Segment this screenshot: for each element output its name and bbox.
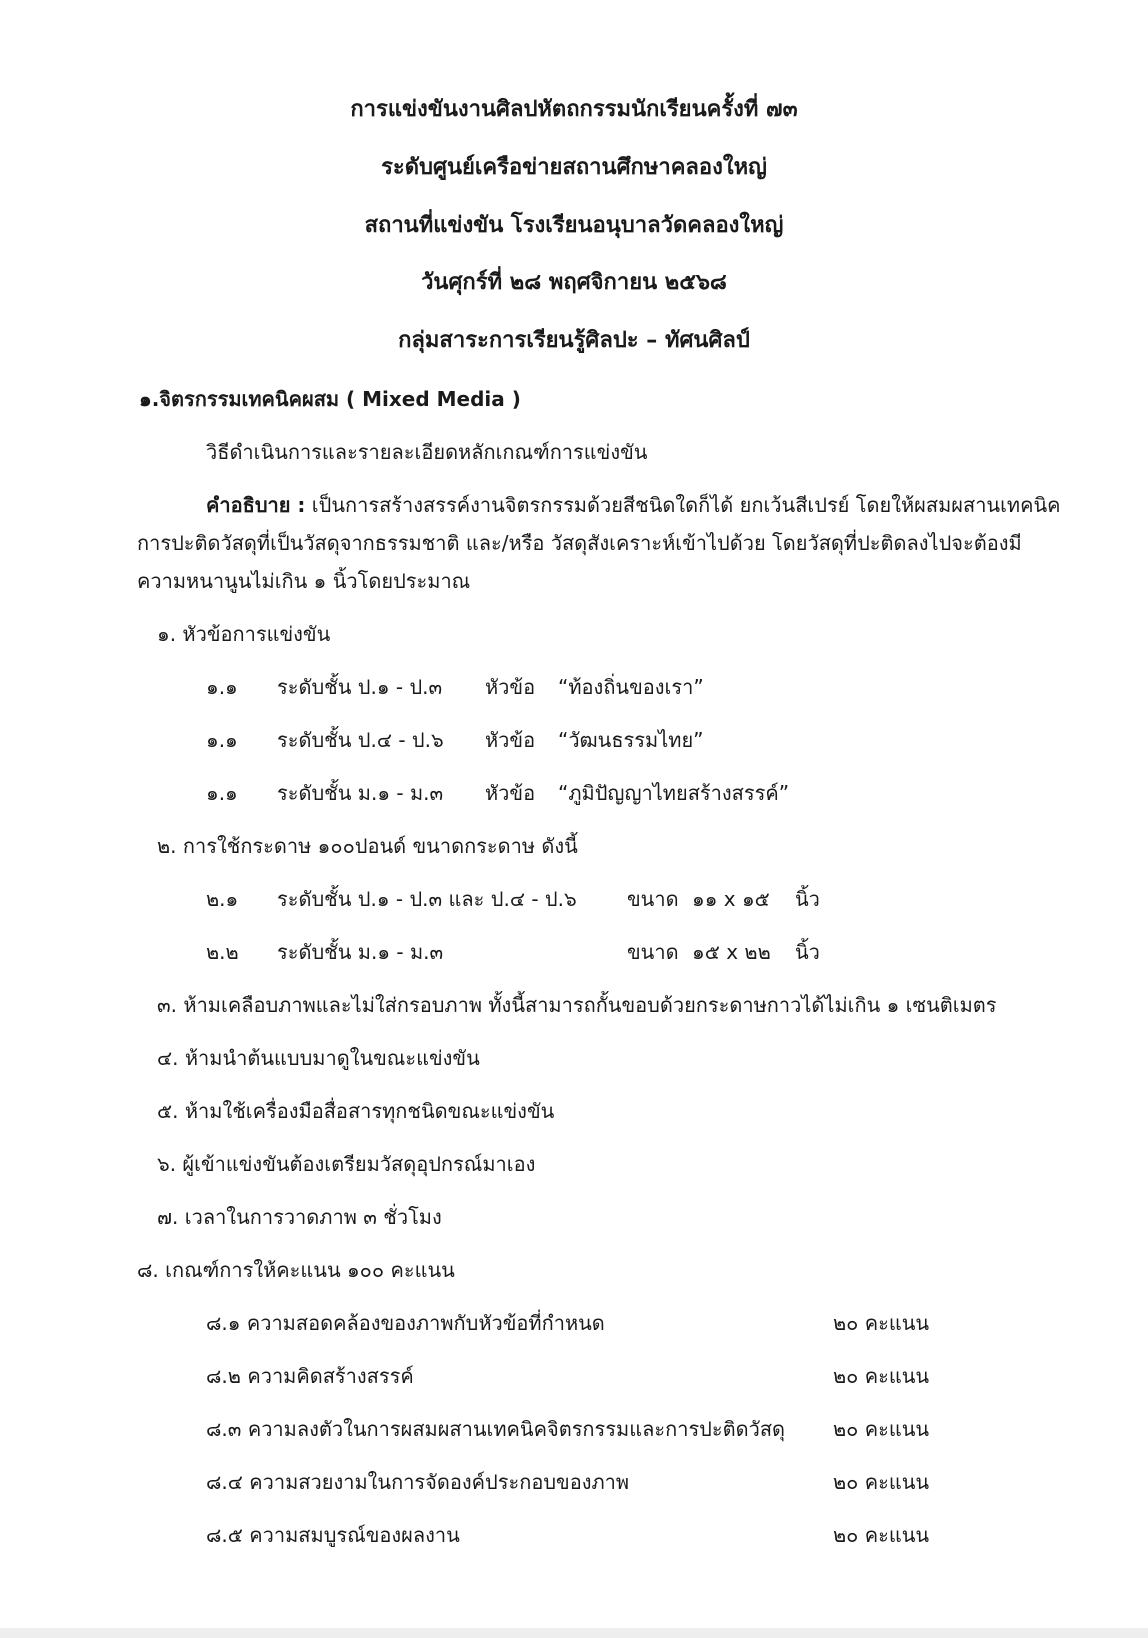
criteria-label: ๘.๑ ความสอดคล้องของภาพกับหัวข้อที่กำหนด	[206, 1311, 605, 1335]
criteria-score: ๒๐ คะแนน	[833, 1417, 930, 1441]
paper-unit: นิ้ว	[795, 887, 820, 911]
header-title-venue: สถานที่แข่งขัน โรงเรียนอนุบาลวัดคลองใหญ่	[364, 213, 784, 238]
paper-heading: ๒. การใช้กระดาษ ๑๐๐ปอนด์ ขนาดกระดาษ ดังนี้	[157, 834, 578, 858]
criteria-heading: ๘. เกณฑ์การให้คะแนน ๑๐๐ คะแนน	[137, 1258, 455, 1282]
section-heading: ๑.จิตรกรรมเทคนิคผสม ( Mixed Media )	[139, 387, 521, 411]
rule-item: ๗. เวลาในการวาดภาพ ๓ ชั่วโมง	[157, 1205, 442, 1229]
description-label: คำอธิบาย :	[206, 493, 306, 517]
criteria-score: ๒๐ คะแนน	[833, 1523, 930, 1547]
criteria-score: ๒๐ คะแนน	[833, 1470, 930, 1494]
header-title-network: ระดับศูนย์เครือข่ายสถานศึกษาคลองใหญ่	[381, 155, 767, 180]
rule-item: ๔. ห้ามนำต้นแบบมาดูในขณะแข่งขัน	[157, 1046, 480, 1070]
rule-item: ๕. ห้ามใช้เครื่องมือสื่อสารทุกชนิดขณะแข่งขัน	[157, 1099, 555, 1123]
paper-unit: นิ้ว	[795, 940, 820, 964]
topic-number: ๑.๑	[206, 781, 238, 805]
paper-number: ๒.๒	[206, 940, 239, 964]
topic-number: ๑.๑	[206, 675, 238, 699]
topics-heading: ๑. หัวข้อการแข่งขัน	[157, 622, 331, 646]
rule-item: ๓. ห้ามเคลือบภาพและไม่ใส่กรอบภาพ ทั้งนี้สามารถกั้นขอบด้วยกระดาษกาวได้ไม่เกิน ๑ เซนติเมตร	[157, 993, 997, 1017]
header-title-date: วันศุกร์ที่ ๒๘ พฤศจิกายน ๒๕๖๘	[421, 270, 727, 295]
criteria-label: ๘.๓ ความลงตัวในการผสมผสานเทคนิคจิตรกรรมและการปะติดวัสดุ	[206, 1417, 786, 1441]
criteria-label: ๘.๔ ความสวยงามในการจัดองค์ประกอบของภาพ	[206, 1470, 630, 1494]
topic-label: หัวข้อ	[485, 781, 536, 805]
criteria-label: ๘.๕ ความสมบูรณ์ของผลงาน	[206, 1523, 460, 1547]
topic-title: “ภูมิปัญญาไทยสร้างสรรค์”	[558, 781, 790, 805]
criteria-score: ๒๐ คะแนน	[833, 1311, 930, 1335]
topic-level: ระดับชั้น ป.๔ - ป.๖	[277, 728, 444, 752]
paper-size: ๑๑ x ๑๕	[692, 887, 770, 911]
paper-level: ระดับชั้น ม.๑ - ม.๓	[277, 940, 444, 964]
header-title-subject: กลุ่มสาระการเรียนรู้ศิลปะ – ทัศนศิลป์	[398, 328, 750, 353]
topic-level: ระดับชั้น ป.๑ - ป.๓	[277, 675, 443, 699]
paper-level: ระดับชั้น ป.๑ - ป.๓ และ ป.๔ - ป.๖	[277, 887, 577, 911]
topic-title: “วัฒนธรรมไทย”	[558, 728, 704, 752]
topic-level: ระดับชั้น ม.๑ - ม.๓	[277, 781, 444, 805]
criteria-label: ๘.๒ ความคิดสร้างสรรค์	[206, 1364, 414, 1388]
page-bottom-edge	[0, 1628, 1148, 1638]
description-line: ความหนานูนไม่เกิน ๑ นิ้วโดยประมาณ	[137, 569, 471, 593]
rule-item: ๖. ผู้เข้าแข่งขันต้องเตรียมวัสดุอุปกรณ์มาเอง	[157, 1152, 536, 1176]
section-subheading: วิธีดำเนินการและรายละเอียดหลักเกณฑ์การแข่งขัน	[206, 440, 648, 464]
topic-number: ๑.๑	[206, 728, 238, 752]
description-line: การปะติดวัสดุที่เป็นวัสดุจากธรรมชาติ และ/หรือ วัสดุสังเคราะห์เข้าไปด้วย โดยวัสดุที่ปะติดลงไปจะต้องมี	[137, 531, 1022, 555]
topic-label: หัวข้อ	[485, 675, 536, 699]
criteria-score: ๒๐ คะแนน	[833, 1364, 930, 1388]
topic-label: หัวข้อ	[485, 728, 536, 752]
topic-title: “ท้องถิ่นของเรา”	[558, 675, 704, 699]
description-line	[206, 490, 1061, 520]
description-text: เป็นการสร้างสรรค์งานจิตรกรรมด้วยสีชนิดใดก็ได้ ยกเว้นสีเปรย์ โดยให้ผสมผสานเทคนิค	[305, 493, 1061, 517]
paper-size-label: ขนาด	[627, 940, 679, 964]
paper-size: ๑๕ x ๒๒	[692, 940, 771, 964]
header-title-competition: การแข่งขันงานศิลปหัตถกรรมนักเรียนครั้งที่ ๗๓	[350, 97, 798, 122]
paper-number: ๒.๑	[206, 887, 239, 911]
paper-size-label: ขนาด	[627, 887, 679, 911]
